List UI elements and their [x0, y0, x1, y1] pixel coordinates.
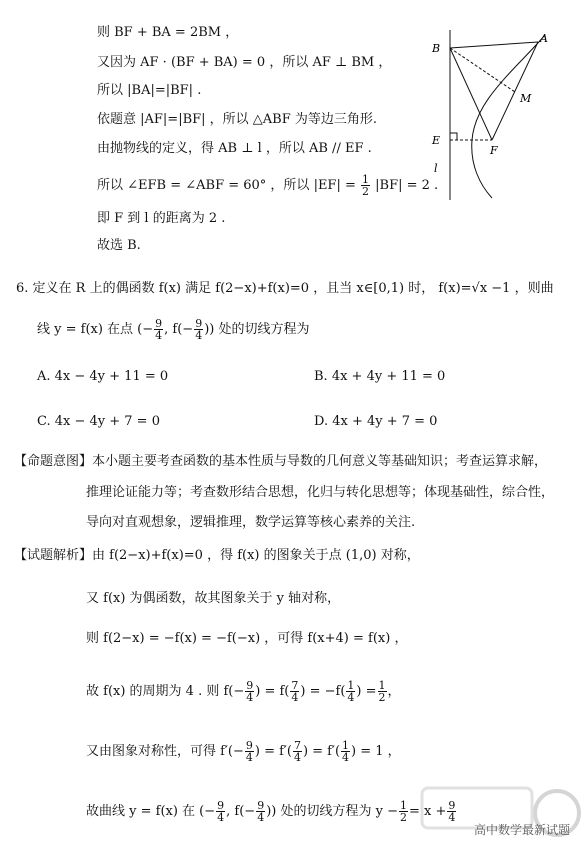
analysis-line-5: 又由图象对称性，可得 f′(− $\frac{9}{4}$ ) = f′( $\frac{7}{4}$ ) = f′( $\frac{1}{4}$ ) = 1 ， — [86, 739, 401, 764]
fraction-9-4-b: $\frac{9}{4}$ — [195, 317, 203, 342]
option-C: C. 4x − 4y + 7 = 0 — [37, 414, 160, 429]
watermark-text: 高中数学最新试题 — [473, 823, 570, 837]
solution-line-6-start: 所以 ∠EFB = ∠ABF = 60° ，所以 |EF| = — [97, 178, 356, 193]
intent-line-2: 推理论证能力等；考查数形结合思想，化归与转化思想等；体现基础性，综合性， — [86, 485, 555, 500]
segment-AF — [492, 42, 538, 140]
fraction-one-half: $\frac{1}{2}$ — [362, 173, 369, 198]
solution-line-6 — [97, 174, 438, 197]
analysis-line-2: 又 f(x) 为偶函数，故其图象关于 y 轴对称， — [86, 591, 341, 606]
solution-line-5: 由抛物线的定义，得 AB ⊥ l ，所以 AB // EF . — [97, 141, 372, 156]
solution-line-2: 又因为 AF · (BF + BA) = 0 ，所以 AF ⊥ BM ， — [97, 55, 392, 70]
option-B: B. 4x + 4y + 11 = 0 — [314, 369, 446, 384]
solution-line-8: 故选 B. — [97, 238, 141, 253]
solution-line-7: 即 F 到 l 的距离为 2 . — [97, 211, 226, 226]
parabola-figure — [420, 30, 570, 200]
analysis-line-6: 故曲线 y = f(x) 在 (− $\frac{9}{4}$ , f(− $\frac{9}{4}$ )) 处的切线方程为 y − $\frac{1}{2}$ = x + $\frac{9}{4}$ — [86, 799, 456, 824]
option-A: A. 4x − 4y + 11 = 0 — [37, 369, 169, 384]
segment-BA — [450, 42, 538, 48]
point-M-label: M — [520, 92, 532, 105]
solution-line-6-end: |BF| = 2 . — [375, 178, 439, 193]
intent-line-3: 导向对直观想象，逻辑推理，数学运算等核心素养的关注. — [86, 515, 416, 530]
intent-line-1: 【命题意图】本小题主要考查函数的基本性质与导数的几何意义等基础知识；考查运算求解， — [14, 454, 548, 469]
parabola-curve — [472, 35, 545, 198]
point-E-label: E — [432, 134, 441, 147]
right-angle-mark — [450, 133, 457, 140]
point-A-label: A — [540, 32, 548, 45]
solution-line-1: 则 BF + BA = 2BM ， — [97, 25, 239, 40]
point-F-label: F — [490, 144, 498, 157]
line-l-label: l — [434, 162, 438, 175]
analysis-line-4: 故 f(x) 的周期为 4 . 则 f(− $\frac{9}{4}$ ) = f( $\frac{7}{4}$ ) = −f( $\frac{1}{4}$ ) = $\frac{1}{2}$ ， — [86, 679, 401, 704]
fraction-9-4-a: $\frac{9}{4}$ — [155, 317, 163, 342]
q6-line-2: 线 y = f(x) 在点 (− $\frac{9}{4}$ , f(− $\frac{9}{4}$ )) 处的切线方程为 — [37, 317, 310, 342]
analysis-tag: 【试题解析】 — [14, 548, 93, 563]
solution-line-4: 依题意 |AF|=|BF| ，所以 △ABF 为等边三角形. — [97, 112, 378, 127]
intent-tag: 【命题意图】 — [14, 454, 93, 469]
option-D: D. 4x + 4y + 7 = 0 — [314, 414, 438, 429]
point-B-label: B — [432, 42, 441, 55]
solution-line-3: 所以 |BA|=|BF| . — [97, 83, 202, 98]
analysis-line-1: 【试题解析】由 f(2−x)+f(x)=0 ，得 f(x) 的图象关于点 (1,0) 对称， — [14, 548, 420, 563]
q6-line-1: 6. 定义在 R 上的偶函数 f(x) 满足 f(2−x)+f(x)=0 ，且当 x∈[0,1) 时， f(x)=√x −1 ，则曲 — [16, 281, 554, 296]
analysis-line-3: 则 f(2−x) = −f(x) = −f(−x) ，可得 f(x+4) = f(x) ， — [86, 631, 408, 646]
